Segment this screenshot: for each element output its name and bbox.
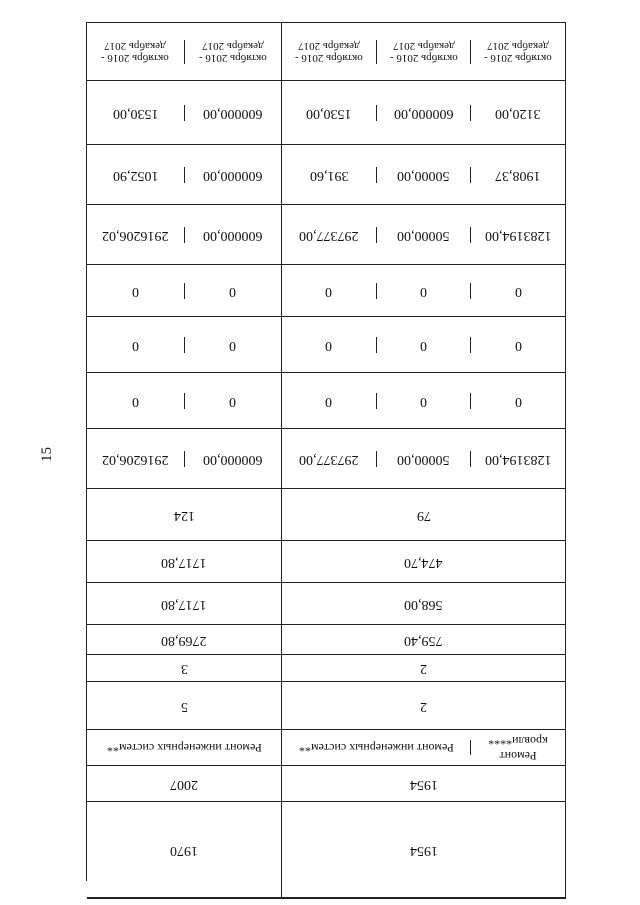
- zero-row: [87, 317, 282, 373]
- amount-cell: 1283194,00: [484, 227, 552, 243]
- year-built-cell: 1954: [282, 802, 566, 898]
- amount-cell: 1530,00: [87, 105, 185, 121]
- amount-row-c: [87, 81, 282, 145]
- amount-cell: 3120,00: [495, 105, 541, 121]
- period-subcell: октябрь 2016 - декабрь 2017: [198, 39, 267, 64]
- amount-cell: 1908,37: [495, 167, 541, 183]
- amount-cell: 50000,00: [377, 227, 472, 243]
- total-row: [282, 429, 566, 489]
- zero-cell: 0: [229, 337, 237, 353]
- zero-cell: 0: [377, 283, 472, 299]
- zero-cell: 0: [87, 283, 185, 299]
- address-row: [87, 898, 282, 899]
- value-cell: 474,70: [282, 541, 566, 583]
- total-cell: 50000,00: [377, 451, 472, 467]
- value-cell: 2: [282, 682, 566, 730]
- zero-cell: 0: [514, 337, 522, 353]
- zero-row: [87, 265, 282, 317]
- work-type-cell: [282, 730, 566, 766]
- amount-cell: 391,60: [282, 167, 377, 183]
- period-subcell: октябрь 2016 - декабрь 2017: [282, 40, 377, 64]
- amount-row-b: [87, 145, 282, 205]
- zero-cell: 0: [514, 283, 522, 299]
- work-type-subcell: Ремонт кровли****: [488, 733, 548, 763]
- total-cell: 2916206,02: [87, 451, 185, 467]
- zero-cell: 0: [282, 393, 377, 409]
- work-type-cell: Ремонт инженерных систем**: [87, 730, 282, 766]
- total-cell: 600000,00: [203, 451, 263, 467]
- total-cell: 1283194,00: [484, 451, 552, 467]
- zero-cell: 0: [87, 393, 185, 409]
- amount-cell: 1530,00: [282, 105, 377, 121]
- period-subcell: октябрь 2016 - декабрь 2017: [377, 40, 472, 64]
- period-cell: [87, 23, 282, 81]
- zero-cell: 0: [514, 393, 522, 409]
- amount-cell: 1052,90: [87, 167, 185, 183]
- value-cell: 1717,80: [87, 583, 282, 625]
- value-cell: 1717,80: [87, 541, 282, 583]
- value-cell: 79: [282, 489, 566, 541]
- works-table: [86, 22, 566, 881]
- amount-cell: 600000,00: [203, 227, 263, 243]
- year-built-cell: 1970: [87, 802, 282, 898]
- total-row: [87, 429, 282, 489]
- zero-cell: 0: [282, 337, 377, 353]
- zero-row: [87, 373, 282, 429]
- amount-row-c: [282, 81, 566, 145]
- amount-cell: 2916206,02: [87, 227, 185, 243]
- value-cell: 2769,80: [87, 625, 282, 655]
- amount-row-a: [282, 205, 566, 265]
- amount-row-a: [87, 205, 282, 265]
- year-cell: 1954: [282, 766, 566, 802]
- value-cell: 5: [87, 682, 282, 730]
- amount-cell: 50000,00: [377, 167, 472, 183]
- amount-row-b: [282, 145, 566, 205]
- zero-cell: 0: [377, 393, 472, 409]
- value-cell: 568,00: [282, 583, 566, 625]
- value-cell: 124: [87, 489, 282, 541]
- work-type-subcell: Ремонт инженерных систем**: [282, 740, 471, 755]
- amount-cell: 600000,00: [377, 105, 472, 121]
- page-number: 15: [39, 447, 55, 462]
- zero-cell: 0: [282, 283, 377, 299]
- value-cell: 759,40: [282, 625, 566, 655]
- amount-cell: 600000,00: [203, 167, 263, 183]
- zero-row: [282, 317, 566, 373]
- value-cell: 3: [87, 655, 282, 682]
- zero-cell: 0: [87, 337, 185, 353]
- zero-cell: 0: [229, 283, 237, 299]
- zero-row: [282, 373, 566, 429]
- zero-row: [282, 265, 566, 317]
- total-cell: 297377,00: [282, 451, 377, 467]
- period-cell: [282, 23, 566, 81]
- amount-cell: 297377,00: [282, 227, 377, 243]
- period-subcell: октябрь 2016 - декабрь 2017: [87, 40, 185, 64]
- value-cell: 2: [282, 655, 566, 682]
- address-row: [282, 898, 566, 899]
- year-cell: 2007: [87, 766, 282, 802]
- zero-cell: 0: [377, 337, 472, 353]
- period-subcell: октябрь 2016 - декабрь 2017: [484, 39, 553, 64]
- zero-cell: 0: [229, 393, 237, 409]
- amount-cell: 600000,00: [203, 105, 263, 121]
